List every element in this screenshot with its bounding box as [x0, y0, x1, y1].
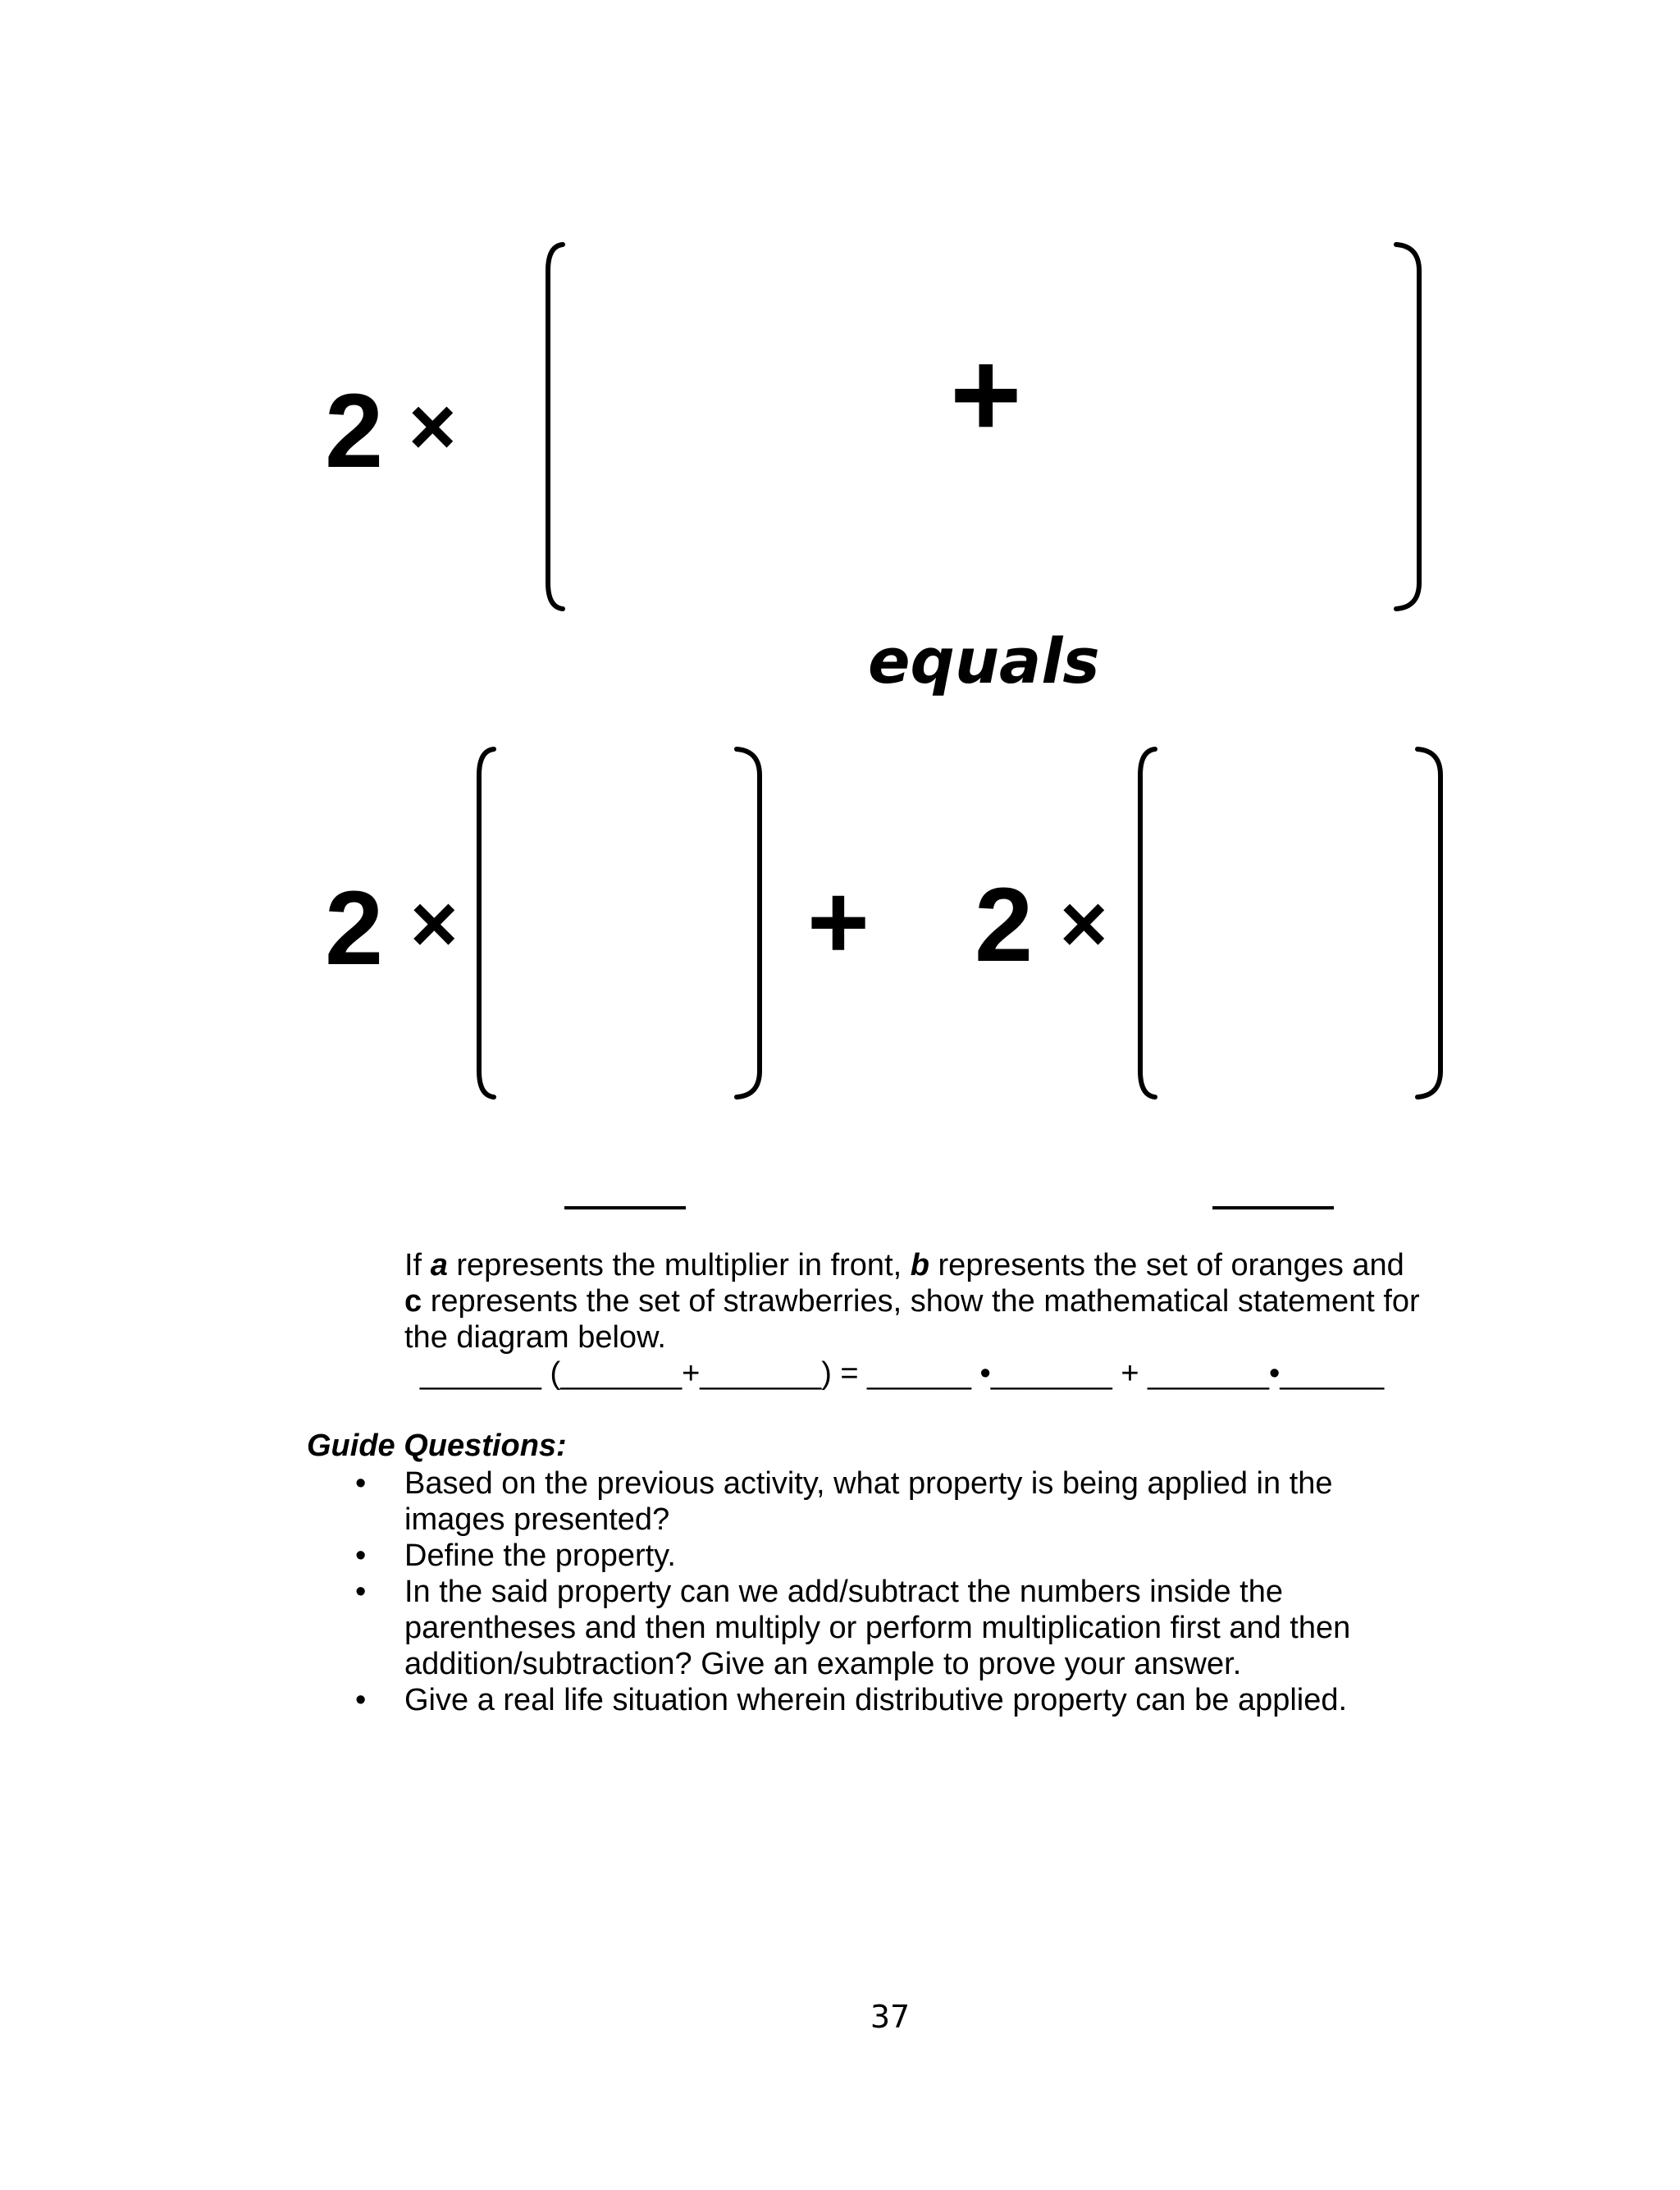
equals-word: equals: [868, 624, 1100, 697]
top-plus-sign: +: [950, 325, 1022, 463]
instructions-line-3: the diagram below.: [404, 1320, 666, 1355]
guide-question: • In the said property can we add/subtract the numbers inside the parentheses and then multiply or perform multiplication first and then addition/subtraction? Give an example to prove your answer.: [355, 1575, 1351, 1681]
top-left-bracket: [533, 238, 582, 615]
left-times-sign: ×: [410, 878, 459, 970]
bullet-icon: •: [355, 1683, 367, 1717]
left-group-left-bracket: [464, 743, 514, 1104]
guide-question: • Based on the previous activity, what property is being applied in the images presented?: [355, 1466, 1333, 1537]
right-group-left-bracket: [1125, 743, 1175, 1104]
top-right-bracket: [1386, 238, 1436, 615]
left-multiplier: 2: [325, 870, 384, 987]
statement-blanks: _______ (_______+_______) = ______ •_______ + _______•______: [420, 1356, 1385, 1391]
top-times-sign: ×: [409, 381, 457, 473]
variable-b: b: [910, 1248, 929, 1282]
middle-plus-sign: +: [807, 862, 870, 981]
variable-a: a: [430, 1248, 448, 1282]
right-group-right-bracket: [1408, 743, 1457, 1104]
right-times-sign: ×: [1060, 878, 1108, 970]
right-answer-blank: [1212, 1206, 1334, 1209]
bullet-icon: •: [355, 1575, 367, 1609]
guide-question: • Give a real life situation wherein distributive property can be applied.: [355, 1683, 1348, 1717]
guide-questions-list: [345, 1465, 1509, 1718]
left-answer-blank: [564, 1206, 686, 1209]
bullet-icon: •: [355, 1538, 367, 1573]
right-multiplier: 2: [975, 866, 1034, 984]
guide-questions-title: Guide Questions:: [307, 1429, 567, 1463]
variable-c: c: [404, 1284, 422, 1319]
top-multiplier: 2: [325, 373, 384, 490]
instructions-line-1: If a represents the multiplier in front, b represents the set of oranges and: [404, 1248, 1404, 1282]
instructions-paragraph: [404, 1247, 1463, 1356]
left-group-right-bracket: [727, 743, 776, 1104]
guide-question: • Define the property.: [355, 1538, 676, 1573]
instructions-line-2: c represents the set of strawberries, show the mathematical statement for: [404, 1284, 1420, 1319]
bullet-icon: •: [355, 1466, 367, 1501]
page-number: 37: [870, 1999, 911, 2035]
